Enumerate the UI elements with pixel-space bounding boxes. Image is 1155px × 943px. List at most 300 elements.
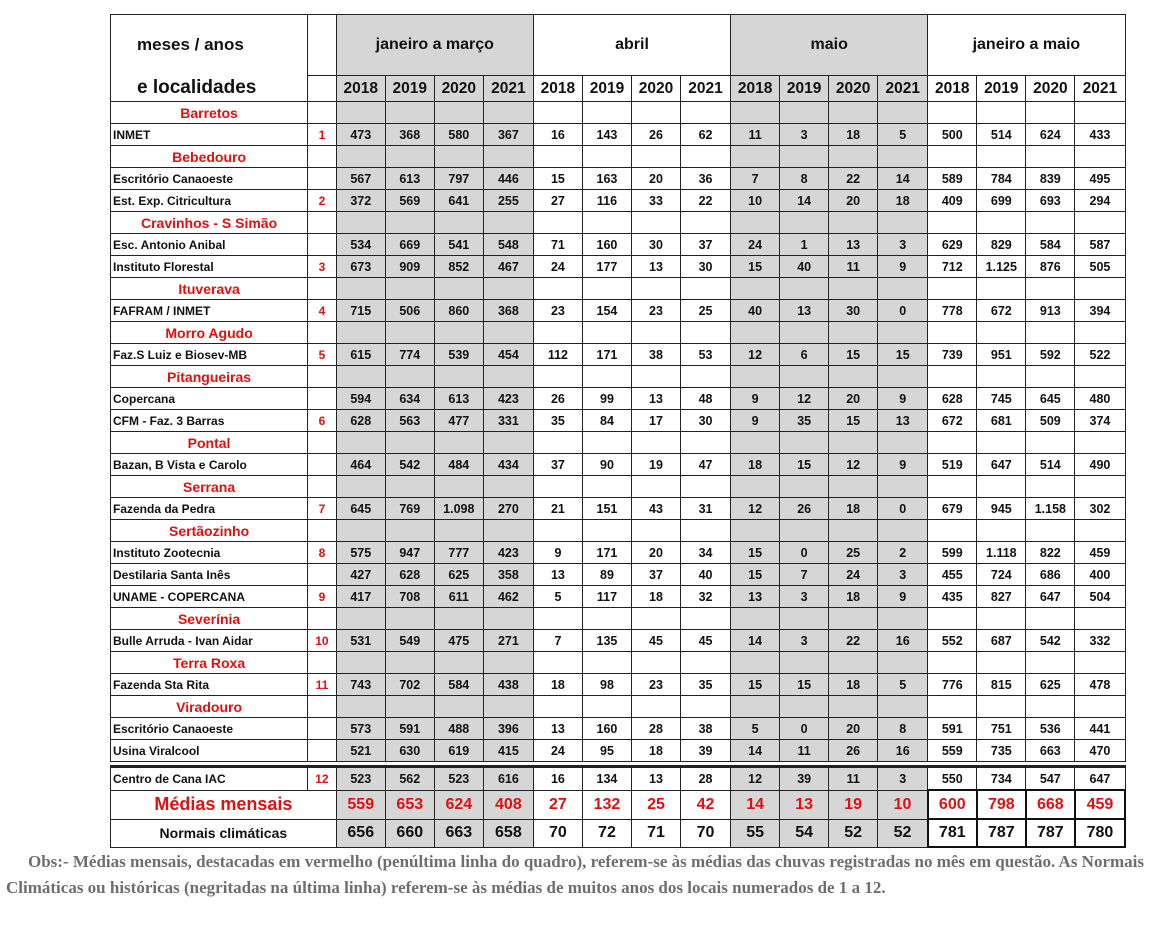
empty-cell [780, 322, 829, 344]
location-name: Bazan, B Vista e Carolo [111, 454, 308, 476]
empty-cell [533, 366, 582, 388]
value-cell: 611 [434, 586, 483, 608]
value-cell: 358 [483, 564, 533, 586]
value-cell: 951 [977, 344, 1026, 366]
empty-cell [780, 366, 829, 388]
value-cell: 39 [681, 740, 731, 762]
value-cell: 681 [977, 410, 1026, 432]
value-cell: 9 [878, 256, 928, 278]
empty-cell [385, 432, 434, 454]
empty-cell [582, 278, 631, 300]
empty-cell [829, 146, 878, 168]
value-cell: 567 [336, 168, 385, 190]
header-row-years [111, 76, 1126, 102]
value-cell: 13 [533, 718, 582, 740]
value-cell: 629 [928, 234, 977, 256]
location-name: Bulle Arruda - Ivan Aidar [111, 630, 308, 652]
value-cell: 151 [582, 498, 631, 520]
value-cell: 547 [1026, 767, 1075, 791]
value-cell: 1.098 [434, 498, 483, 520]
value-cell: 117 [582, 586, 631, 608]
empty-cell [928, 652, 977, 674]
empty-cell [780, 146, 829, 168]
value-cell: 23 [631, 300, 680, 322]
value-cell: 734 [977, 767, 1026, 791]
value-cell: 8 [878, 718, 928, 740]
num-cell [308, 102, 337, 124]
empty-cell [1026, 146, 1075, 168]
value-cell: 580 [434, 124, 483, 146]
value-cell: 7 [533, 630, 582, 652]
value-cell: 15 [780, 674, 829, 696]
value-cell: 30 [631, 234, 680, 256]
table-row [111, 674, 1126, 696]
empty-cell [1075, 212, 1125, 234]
empty-cell [780, 476, 829, 498]
station-number: 9 [308, 586, 337, 608]
empty-cell [631, 608, 680, 630]
region-name: Severínia [111, 608, 308, 630]
value-cell: 22 [829, 168, 878, 190]
region-name: Serrana [111, 476, 308, 498]
region-name: Sertãozinho [111, 520, 308, 542]
value-cell: 9 [731, 388, 780, 410]
normals-row [111, 819, 1126, 847]
value-cell: 26 [780, 498, 829, 520]
empty-cell [533, 278, 582, 300]
value-cell: 641 [434, 190, 483, 212]
average-value: 13 [780, 790, 829, 819]
value-cell: 20 [829, 718, 878, 740]
value-cell: 3 [780, 630, 829, 652]
value-cell: 534 [336, 234, 385, 256]
empty-cell [928, 476, 977, 498]
value-cell: 40 [731, 300, 780, 322]
value-cell: 24 [533, 256, 582, 278]
empty-cell [928, 212, 977, 234]
value-cell: 18 [829, 498, 878, 520]
value-cell: 715 [336, 300, 385, 322]
value-cell: 5 [533, 586, 582, 608]
value-cell: 14 [878, 168, 928, 190]
year-header: 2021 [483, 76, 533, 102]
value-cell: 1.125 [977, 256, 1026, 278]
empty-cell [878, 476, 928, 498]
empty-cell [483, 608, 533, 630]
value-cell: 829 [977, 234, 1026, 256]
empty-cell [829, 212, 878, 234]
value-cell: 18 [878, 190, 928, 212]
empty-cell [385, 608, 434, 630]
value-cell: 852 [434, 256, 483, 278]
empty-cell [631, 278, 680, 300]
region-row [111, 212, 1126, 234]
empty-cell [582, 476, 631, 498]
empty-cell [336, 696, 385, 718]
empty-cell [1026, 652, 1075, 674]
average-value: 559 [336, 790, 385, 819]
value-cell: 822 [1026, 542, 1075, 564]
empty-cell [336, 102, 385, 124]
station-number [308, 234, 337, 256]
empty-cell [1026, 696, 1075, 718]
value-cell: 400 [1075, 564, 1125, 586]
value-cell: 40 [780, 256, 829, 278]
empty-cell [1075, 696, 1125, 718]
empty-cell [631, 102, 680, 124]
empty-cell [928, 102, 977, 124]
empty-cell [385, 476, 434, 498]
value-cell: 523 [336, 767, 385, 791]
value-cell: 18 [731, 454, 780, 476]
empty-cell [731, 696, 780, 718]
value-cell: 15 [731, 674, 780, 696]
empty-cell [631, 652, 680, 674]
value-cell: 45 [631, 630, 680, 652]
year-header: 2021 [878, 76, 928, 102]
value-cell: 672 [928, 410, 977, 432]
year-header: 2021 [681, 76, 731, 102]
station-number: 12 [308, 767, 337, 791]
value-cell: 13 [829, 234, 878, 256]
value-cell: 171 [582, 344, 631, 366]
table-row [111, 388, 1126, 410]
region-row [111, 432, 1126, 454]
value-cell: 20 [829, 190, 878, 212]
region-row [111, 102, 1126, 124]
value-cell: 0 [780, 718, 829, 740]
value-cell: 584 [1026, 234, 1075, 256]
value-cell: 10 [731, 190, 780, 212]
value-cell: 18 [631, 586, 680, 608]
location-name: CFM - Faz. 3 Barras [111, 410, 308, 432]
value-cell: 776 [928, 674, 977, 696]
average-value: 27 [533, 790, 582, 819]
value-cell: 14 [731, 630, 780, 652]
value-cell: 13 [631, 767, 680, 791]
value-cell: 13 [533, 564, 582, 586]
empty-cell [1075, 322, 1125, 344]
empty-cell [681, 608, 731, 630]
group-jan-mar: janeiro a março [336, 15, 533, 76]
value-cell: 26 [533, 388, 582, 410]
empty-cell [483, 520, 533, 542]
year-header: 2019 [977, 76, 1026, 102]
value-cell: 473 [336, 124, 385, 146]
value-cell: 18 [829, 674, 878, 696]
table-row [111, 498, 1126, 520]
table-row [111, 168, 1126, 190]
empty-cell [1075, 520, 1125, 542]
empty-cell [1026, 366, 1075, 388]
value-cell: 417 [336, 586, 385, 608]
value-cell: 163 [582, 168, 631, 190]
value-cell: 467 [483, 256, 533, 278]
value-cell: 372 [336, 190, 385, 212]
value-cell: 559 [928, 740, 977, 762]
empty-cell [780, 432, 829, 454]
value-cell: 30 [681, 256, 731, 278]
value-cell: 34 [681, 542, 731, 564]
value-cell: 587 [1075, 234, 1125, 256]
value-cell: 12 [731, 767, 780, 791]
region-name: Viradouro [111, 696, 308, 718]
value-cell: 797 [434, 168, 483, 190]
empty-cell [829, 476, 878, 498]
value-cell: 477 [434, 410, 483, 432]
average-value: 42 [681, 790, 731, 819]
empty-cell [829, 608, 878, 630]
normal-value: 54 [780, 819, 829, 847]
rainfall-table [110, 14, 1126, 848]
averages-label: Médias mensais [111, 790, 337, 819]
value-cell: 374 [1075, 410, 1125, 432]
average-value: 798 [977, 790, 1026, 819]
empty-cell [336, 146, 385, 168]
empty-cell [385, 366, 434, 388]
table-row [111, 256, 1126, 278]
empty-cell [336, 476, 385, 498]
value-cell: 26 [631, 124, 680, 146]
value-cell: 16 [533, 124, 582, 146]
value-cell: 634 [385, 388, 434, 410]
value-cell: 542 [385, 454, 434, 476]
empty-cell [533, 212, 582, 234]
value-cell: 116 [582, 190, 631, 212]
location-name: Escritório Canaoeste [111, 718, 308, 740]
num-cell [308, 146, 337, 168]
value-cell: 26 [829, 740, 878, 762]
value-cell: 7 [731, 168, 780, 190]
empty-cell [928, 696, 977, 718]
empty-cell [731, 476, 780, 498]
value-cell: 514 [977, 124, 1026, 146]
region-name: Pitangueiras [111, 366, 308, 388]
year-header: 2020 [1026, 76, 1075, 102]
region-name: Morro Agudo [111, 322, 308, 344]
value-cell: 699 [977, 190, 1026, 212]
value-cell: 478 [1075, 674, 1125, 696]
empty-cell [878, 696, 928, 718]
empty-cell [582, 652, 631, 674]
value-cell: 18 [829, 586, 878, 608]
value-cell: 112 [533, 344, 582, 366]
value-cell: 462 [483, 586, 533, 608]
empty-cell [1075, 146, 1125, 168]
value-cell: 562 [385, 767, 434, 791]
location-name: Instituto Zootecnia [111, 542, 308, 564]
value-cell: 909 [385, 256, 434, 278]
table-row-iac [111, 767, 1126, 791]
region-name: Bebedouro [111, 146, 308, 168]
value-cell: 20 [631, 542, 680, 564]
empty-cell [582, 520, 631, 542]
station-number: 10 [308, 630, 337, 652]
empty-cell [385, 322, 434, 344]
value-cell: 15 [533, 168, 582, 190]
value-cell: 454 [483, 344, 533, 366]
empty-cell [977, 322, 1026, 344]
empty-cell [483, 146, 533, 168]
empty-cell [336, 432, 385, 454]
table-row [111, 410, 1126, 432]
value-cell: 27 [533, 190, 582, 212]
value-cell: 35 [681, 674, 731, 696]
year-header: 2019 [582, 76, 631, 102]
average-value: 25 [631, 790, 680, 819]
empty-cell [977, 608, 1026, 630]
value-cell: 827 [977, 586, 1026, 608]
value-cell: 573 [336, 718, 385, 740]
normal-value: 780 [1075, 819, 1125, 847]
value-cell: 647 [977, 454, 1026, 476]
empty-cell [483, 476, 533, 498]
value-cell: 591 [928, 718, 977, 740]
value-cell: 687 [977, 630, 1026, 652]
empty-cell [582, 212, 631, 234]
empty-cell [434, 652, 483, 674]
table-row [111, 718, 1126, 740]
empty-cell [681, 652, 731, 674]
empty-cell [977, 102, 1026, 124]
value-cell: 143 [582, 124, 631, 146]
location-name: FAFRAM / INMET [111, 300, 308, 322]
empty-cell [483, 278, 533, 300]
empty-cell [631, 520, 680, 542]
empty-cell [533, 432, 582, 454]
empty-cell [928, 520, 977, 542]
empty-cell [977, 696, 1026, 718]
average-value: 459 [1075, 790, 1125, 819]
value-cell: 615 [336, 344, 385, 366]
value-cell: 506 [385, 300, 434, 322]
station-number [308, 388, 337, 410]
value-cell: 15 [829, 344, 878, 366]
average-value: 14 [731, 790, 780, 819]
empty-cell [336, 366, 385, 388]
value-cell: 16 [533, 767, 582, 791]
empty-cell [681, 212, 731, 234]
empty-cell [731, 366, 780, 388]
average-value: 624 [434, 790, 483, 819]
location-name: Copercana [111, 388, 308, 410]
group-april: abril [533, 15, 730, 76]
value-cell: 751 [977, 718, 1026, 740]
empty-cell [731, 322, 780, 344]
station-number: 2 [308, 190, 337, 212]
empty-cell [631, 366, 680, 388]
location-name: Fazenda Sta Rita [111, 674, 308, 696]
normal-value: 787 [1026, 819, 1075, 847]
value-cell: 11 [829, 767, 878, 791]
value-cell: 15 [731, 564, 780, 586]
empty-cell [385, 696, 434, 718]
value-cell: 539 [434, 344, 483, 366]
value-cell: 745 [977, 388, 1026, 410]
value-cell: 37 [533, 454, 582, 476]
value-cell: 98 [582, 674, 631, 696]
value-cell: 3 [780, 124, 829, 146]
normal-value: 52 [878, 819, 928, 847]
value-cell: 9 [878, 454, 928, 476]
average-value: 408 [483, 790, 533, 819]
value-cell: 62 [681, 124, 731, 146]
average-value: 668 [1026, 790, 1075, 819]
value-cell: 839 [1026, 168, 1075, 190]
empty-cell [829, 696, 878, 718]
empty-cell [681, 102, 731, 124]
empty-cell [731, 102, 780, 124]
empty-cell [829, 432, 878, 454]
normals-label: Normais climáticas [111, 819, 337, 847]
table-row [111, 234, 1126, 256]
empty-cell [1026, 278, 1075, 300]
empty-cell [681, 520, 731, 542]
region-name: Pontal [111, 432, 308, 454]
value-cell: 5 [878, 674, 928, 696]
empty-cell [829, 520, 878, 542]
empty-cell [582, 322, 631, 344]
location-name: INMET [111, 124, 308, 146]
value-cell: 37 [681, 234, 731, 256]
value-cell: 630 [385, 740, 434, 762]
normal-value: 660 [385, 819, 434, 847]
value-cell: 367 [483, 124, 533, 146]
value-cell: 563 [385, 410, 434, 432]
value-cell: 663 [1026, 740, 1075, 762]
value-cell: 12 [829, 454, 878, 476]
value-cell: 1.158 [1026, 498, 1075, 520]
empty-cell [1075, 432, 1125, 454]
value-cell: 708 [385, 586, 434, 608]
value-cell: 35 [780, 410, 829, 432]
empty-cell [731, 432, 780, 454]
location-name: Est. Exp. Citricultura [111, 190, 308, 212]
value-cell: 542 [1026, 630, 1075, 652]
value-cell: 160 [582, 234, 631, 256]
value-cell: 37 [631, 564, 680, 586]
station-number [308, 740, 337, 762]
empty-cell [928, 608, 977, 630]
empty-cell [631, 146, 680, 168]
empty-cell [582, 608, 631, 630]
value-cell: 47 [681, 454, 731, 476]
header-row-groups [111, 15, 1126, 76]
value-cell: 14 [780, 190, 829, 212]
value-cell: 45 [681, 630, 731, 652]
num-cell [308, 322, 337, 344]
empty-cell [336, 278, 385, 300]
station-number: 3 [308, 256, 337, 278]
value-cell: 519 [928, 454, 977, 476]
year-header: 2018 [928, 76, 977, 102]
value-cell: 13 [780, 300, 829, 322]
averages-row [111, 790, 1126, 819]
value-cell: 616 [483, 767, 533, 791]
value-cell: 31 [681, 498, 731, 520]
region-name: Cravinhos - S Simão [111, 212, 308, 234]
value-cell: 592 [1026, 344, 1075, 366]
empty-cell [780, 102, 829, 124]
region-row [111, 696, 1126, 718]
value-cell: 6 [780, 344, 829, 366]
empty-cell [1026, 608, 1075, 630]
value-cell: 36 [681, 168, 731, 190]
location-name: Instituto Florestal [111, 256, 308, 278]
header-num-spacer [308, 15, 337, 76]
value-cell: 628 [928, 388, 977, 410]
value-cell: 464 [336, 454, 385, 476]
